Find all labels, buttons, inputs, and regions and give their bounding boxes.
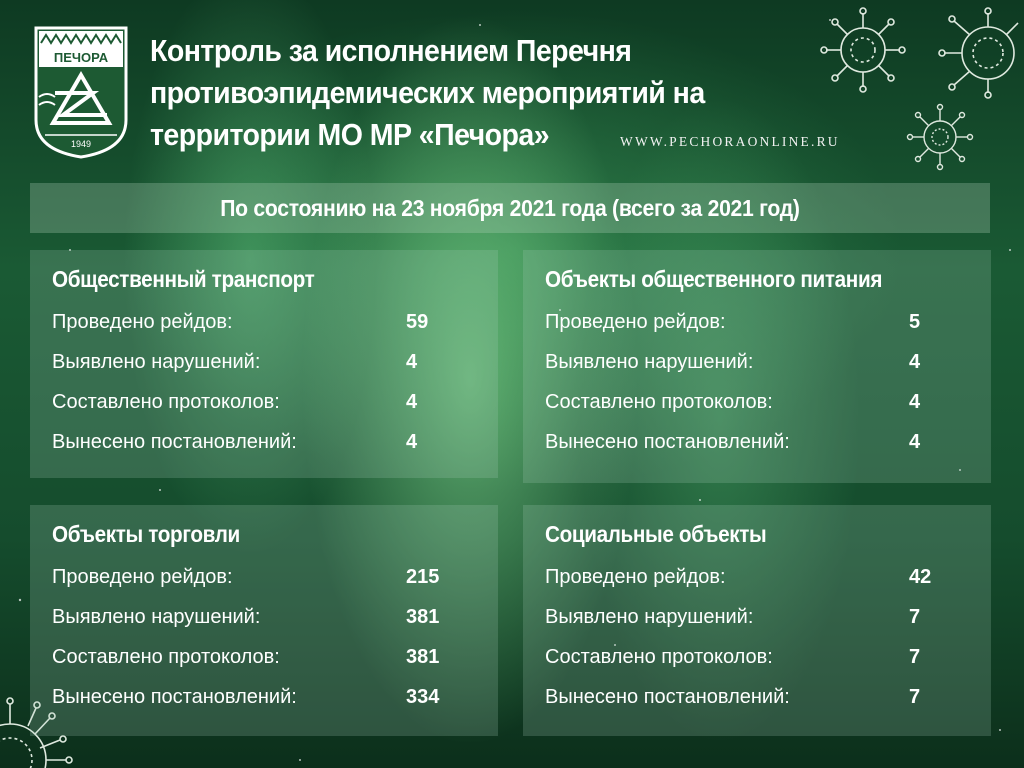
card-title: Объекты торговли — [52, 521, 240, 547]
stat-value: 381 — [406, 646, 440, 668]
stat-row — [52, 431, 476, 471]
stat-value: 7 — [909, 646, 921, 668]
stat-row — [52, 311, 476, 351]
stat-row — [52, 351, 476, 391]
stat-value: 4 — [909, 391, 921, 413]
card-social — [523, 505, 991, 736]
stat-row — [52, 686, 476, 726]
website-url: WWW.PECHORAONLINE.RU — [620, 134, 840, 149]
stat-row — [545, 431, 969, 471]
stat-value: 4 — [909, 431, 921, 453]
pechora-coat-of-arms-icon — [33, 25, 129, 160]
stat-value: 42 — [909, 566, 932, 588]
stat-value: 7 — [909, 606, 921, 628]
stat-label: Вынесено постановлений: — [545, 431, 790, 453]
stat-value: 4 — [406, 351, 418, 373]
stat-row — [52, 566, 476, 606]
stat-label: Вынесено постановлений: — [52, 686, 297, 708]
stat-label: Вынесено постановлений: — [52, 431, 297, 453]
stat-value: 215 — [406, 566, 440, 588]
stat-label: Выявлено нарушений: — [545, 606, 754, 628]
stat-value: 4 — [406, 391, 418, 413]
stat-label: Проведено рейдов: — [52, 566, 233, 588]
stat-label: Составлено протоколов: — [545, 391, 773, 413]
stat-label: Составлено протоколов: — [545, 646, 773, 668]
stat-value: 4 — [406, 431, 418, 453]
stat-label: Выявлено нарушений: — [52, 351, 261, 373]
coronavirus-icon — [930, 5, 1024, 101]
stat-row — [52, 391, 476, 431]
stat-row — [545, 566, 969, 606]
stat-label: Проведено рейдов: — [545, 566, 726, 588]
coronavirus-icon — [818, 5, 908, 95]
stat-row — [545, 391, 969, 431]
stat-value: 334 — [406, 686, 440, 708]
card-trade — [30, 505, 498, 736]
stat-row — [545, 646, 969, 686]
stat-value: 381 — [406, 606, 440, 628]
stat-row — [545, 311, 969, 351]
emblem-name: ПЕЧОРА — [53, 50, 109, 65]
stat-row — [545, 606, 969, 646]
stat-label: Выявлено нарушений: — [545, 351, 754, 373]
stat-value: 59 — [406, 311, 429, 333]
card-title: Объекты общественного питания — [545, 266, 883, 292]
stat-row — [52, 606, 476, 646]
stat-label: Вынесено постановлений: — [545, 686, 790, 708]
page-title: Контроль за исполнением Перечня противоэпидемических мероприятий на территории МО МР «Печора» — [150, 33, 705, 152]
emblem-year: 1949 — [70, 139, 92, 149]
stat-label: Проведено рейдов: — [52, 311, 233, 333]
stat-label: Выявлено нарушений: — [52, 606, 261, 628]
card-title: Социальные объекты — [545, 521, 767, 547]
stat-row — [545, 351, 969, 391]
date-banner — [30, 183, 990, 233]
stat-value: 5 — [909, 311, 921, 333]
card-title: Общественный транспорт — [52, 266, 315, 292]
stat-value: 7 — [909, 686, 921, 708]
stat-label: Составлено протоколов: — [52, 646, 280, 668]
stat-value: 4 — [909, 351, 921, 373]
stat-label: Составлено протоколов: — [52, 391, 280, 413]
card-catering — [523, 250, 991, 483]
stat-row — [52, 646, 476, 686]
coronavirus-icon — [905, 102, 975, 172]
card-public-transport — [30, 250, 498, 478]
stat-row — [545, 686, 969, 726]
stat-label: Проведено рейдов: — [545, 311, 726, 333]
date-banner-text: По состоянию на 23 ноября 2021 года (всего за 2021 год) — [220, 194, 800, 221]
